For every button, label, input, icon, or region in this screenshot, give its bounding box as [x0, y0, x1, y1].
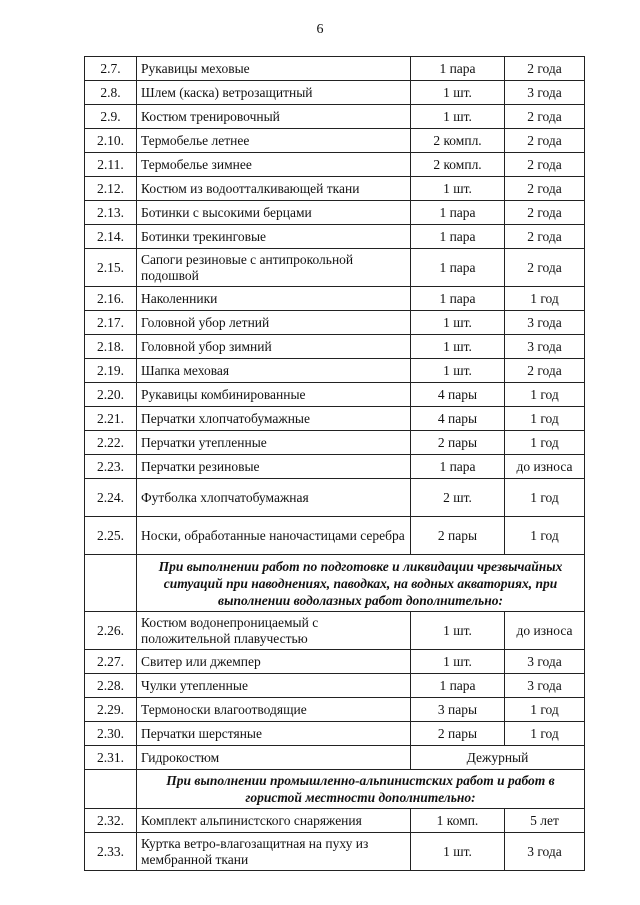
- item-name: Гидрокостюм: [137, 746, 411, 770]
- item-wear-term: 3 года: [505, 311, 585, 335]
- item-quantity: 1 шт.: [411, 612, 505, 650]
- row-number: 2.31.: [85, 746, 137, 770]
- item-name: Перчатки хлопчатобумажные: [137, 407, 411, 431]
- row-number: 2.11.: [85, 153, 137, 177]
- item-wear-term: 3 года: [505, 335, 585, 359]
- equipment-table: [84, 56, 585, 871]
- item-wear-term: 1 год: [505, 517, 585, 555]
- table-body-section-1: [85, 555, 585, 612]
- item-wear-term: 3 года: [505, 833, 585, 871]
- row-number: 2.22.: [85, 431, 137, 455]
- table-row: [85, 287, 585, 311]
- item-wear-term: 2 года: [505, 105, 585, 129]
- item-name: Куртка ветро-влагозащитная на пуху из мембранной ткани: [137, 833, 411, 871]
- item-name: Костюм тренировочный: [137, 105, 411, 129]
- item-wear-term: 2 года: [505, 249, 585, 287]
- row-number: 2.12.: [85, 177, 137, 201]
- row-number: 2.29.: [85, 698, 137, 722]
- item-duty-status: Дежурный: [411, 746, 585, 770]
- table-row: [85, 177, 585, 201]
- item-wear-term: 2 года: [505, 177, 585, 201]
- row-number: 2.25.: [85, 517, 137, 555]
- item-quantity: 1 шт.: [411, 650, 505, 674]
- item-name: Головной убор летний: [137, 311, 411, 335]
- item-name: Термоноски влагоотводящие: [137, 698, 411, 722]
- section-header-row: [85, 555, 585, 612]
- item-name: Костюм из водоотталкивающей ткани: [137, 177, 411, 201]
- item-quantity: 1 пара: [411, 287, 505, 311]
- item-quantity: 4 пары: [411, 407, 505, 431]
- item-name: Рукавицы комбинированные: [137, 383, 411, 407]
- row-number: 2.14.: [85, 225, 137, 249]
- item-name: Свитер или джемпер: [137, 650, 411, 674]
- table-row: [85, 225, 585, 249]
- item-wear-term: 1 год: [505, 407, 585, 431]
- item-name: Комплект альпинистского снаряжения: [137, 809, 411, 833]
- item-quantity: 1 комп.: [411, 809, 505, 833]
- row-number: 2.26.: [85, 612, 137, 650]
- table-row: [85, 335, 585, 359]
- item-wear-term: 2 года: [505, 359, 585, 383]
- item-quantity: 1 шт.: [411, 81, 505, 105]
- row-number: 2.27.: [85, 650, 137, 674]
- item-quantity: 1 пара: [411, 249, 505, 287]
- item-quantity: 2 пары: [411, 722, 505, 746]
- item-name: Термобелье зимнее: [137, 153, 411, 177]
- row-number: 2.33.: [85, 833, 137, 871]
- table-row: [85, 674, 585, 698]
- item-name: Носки, обработанные наночастицами серебра: [137, 517, 411, 555]
- table-body-section-2: [85, 770, 585, 809]
- item-wear-term: 2 года: [505, 225, 585, 249]
- row-number: 2.23.: [85, 455, 137, 479]
- table-row: [85, 698, 585, 722]
- row-number: 2.24.: [85, 479, 137, 517]
- item-wear-term: 3 года: [505, 650, 585, 674]
- section-number-cell: [85, 555, 137, 612]
- table-row: [85, 455, 585, 479]
- table-body-flood: [85, 612, 585, 746]
- row-number: 2.19.: [85, 359, 137, 383]
- item-name: Перчатки резиновые: [137, 455, 411, 479]
- table-row: [85, 105, 585, 129]
- table-row: [85, 407, 585, 431]
- table-row: [85, 153, 585, 177]
- item-quantity: 2 пары: [411, 517, 505, 555]
- item-quantity: 1 пара: [411, 57, 505, 81]
- item-wear-term: 1 год: [505, 722, 585, 746]
- item-wear-term: 3 года: [505, 674, 585, 698]
- table-row: [85, 201, 585, 225]
- item-quantity: 1 шт.: [411, 359, 505, 383]
- item-name: Ботинки с высокими берцами: [137, 201, 411, 225]
- row-number: 2.18.: [85, 335, 137, 359]
- item-name: Термобелье летнее: [137, 129, 411, 153]
- item-quantity: 3 пары: [411, 698, 505, 722]
- item-quantity: 1 шт.: [411, 177, 505, 201]
- item-name: Чулки утепленные: [137, 674, 411, 698]
- item-quantity: 1 шт.: [411, 335, 505, 359]
- item-wear-term: до износа: [505, 455, 585, 479]
- table-row: [85, 612, 585, 650]
- table-row: [85, 517, 585, 555]
- table-body-general: [85, 57, 585, 555]
- table-row: [85, 383, 585, 407]
- table-row: [85, 359, 585, 383]
- row-number: 2.17.: [85, 311, 137, 335]
- item-wear-term: 1 год: [505, 698, 585, 722]
- section-heading-flood: При выполнении работ по подготовке и ликвидации чрезвычайных ситуаций при наводнениях, паводках, на водных акваториях, при выполнении водолазных работ дополнительно:: [137, 555, 585, 612]
- table-row: [85, 479, 585, 517]
- item-wear-term: до износа: [505, 612, 585, 650]
- table-row: [85, 129, 585, 153]
- row-number: 2.10.: [85, 129, 137, 153]
- item-quantity: 2 компл.: [411, 153, 505, 177]
- item-wear-term: 1 год: [505, 431, 585, 455]
- table-row: [85, 650, 585, 674]
- item-wear-term: 2 года: [505, 129, 585, 153]
- item-name: Костюм водонепроницаемый с положительной плавучестью: [137, 612, 411, 650]
- page-number: 6: [316, 22, 324, 37]
- row-number: 2.21.: [85, 407, 137, 431]
- item-quantity: 4 пары: [411, 383, 505, 407]
- row-number: 2.15.: [85, 249, 137, 287]
- item-name: Футболка хлопчатобумажная: [137, 479, 411, 517]
- item-name: Перчатки утепленные: [137, 431, 411, 455]
- item-name: Рукавицы меховые: [137, 57, 411, 81]
- item-name: Ботинки трекинговые: [137, 225, 411, 249]
- table-row: [85, 746, 585, 770]
- item-wear-term: 1 год: [505, 383, 585, 407]
- item-wear-term: 1 год: [505, 479, 585, 517]
- item-name: Головной убор зимний: [137, 335, 411, 359]
- item-quantity: 1 пара: [411, 674, 505, 698]
- row-number: 2.30.: [85, 722, 137, 746]
- row-number: 2.32.: [85, 809, 137, 833]
- table-row: [85, 431, 585, 455]
- table-row: [85, 833, 585, 871]
- row-number: 2.28.: [85, 674, 137, 698]
- row-number: 2.13.: [85, 201, 137, 225]
- section-header-row: [85, 770, 585, 809]
- row-number: 2.20.: [85, 383, 137, 407]
- item-quantity: 1 пара: [411, 201, 505, 225]
- item-name: Наколенники: [137, 287, 411, 311]
- table-body-alpine: [85, 809, 585, 871]
- table-row: [85, 81, 585, 105]
- item-quantity: 1 пара: [411, 225, 505, 249]
- item-quantity: 2 пары: [411, 431, 505, 455]
- item-quantity: 2 шт.: [411, 479, 505, 517]
- item-wear-term: 2 года: [505, 153, 585, 177]
- row-number: 2.16.: [85, 287, 137, 311]
- table-row: [85, 249, 585, 287]
- section-number-cell: [85, 770, 137, 809]
- item-wear-term: 1 год: [505, 287, 585, 311]
- item-quantity: 1 шт.: [411, 105, 505, 129]
- item-name: Шлем (каска) ветрозащитный: [137, 81, 411, 105]
- item-name: Сапоги резиновые с антипрокольной подошвой: [137, 249, 411, 287]
- item-wear-term: 5 лет: [505, 809, 585, 833]
- item-quantity: 1 шт.: [411, 311, 505, 335]
- item-quantity: 1 шт.: [411, 833, 505, 871]
- table-row: [85, 311, 585, 335]
- item-name: Шапка меховая: [137, 359, 411, 383]
- section-heading-alpine: При выполнении промышленно-альпинистских работ и работ в гористой местности дополнительно:: [137, 770, 585, 809]
- table-row: [85, 57, 585, 81]
- item-wear-term: 3 года: [505, 81, 585, 105]
- row-number: 2.8.: [85, 81, 137, 105]
- table-body-231: [85, 746, 585, 770]
- row-number: 2.9.: [85, 105, 137, 129]
- table-row: [85, 809, 585, 833]
- item-quantity: 1 пара: [411, 455, 505, 479]
- item-wear-term: 2 года: [505, 201, 585, 225]
- item-wear-term: 2 года: [505, 57, 585, 81]
- item-quantity: 2 компл.: [411, 129, 505, 153]
- row-number: 2.7.: [85, 57, 137, 81]
- item-name: Перчатки шерстяные: [137, 722, 411, 746]
- table-row: [85, 722, 585, 746]
